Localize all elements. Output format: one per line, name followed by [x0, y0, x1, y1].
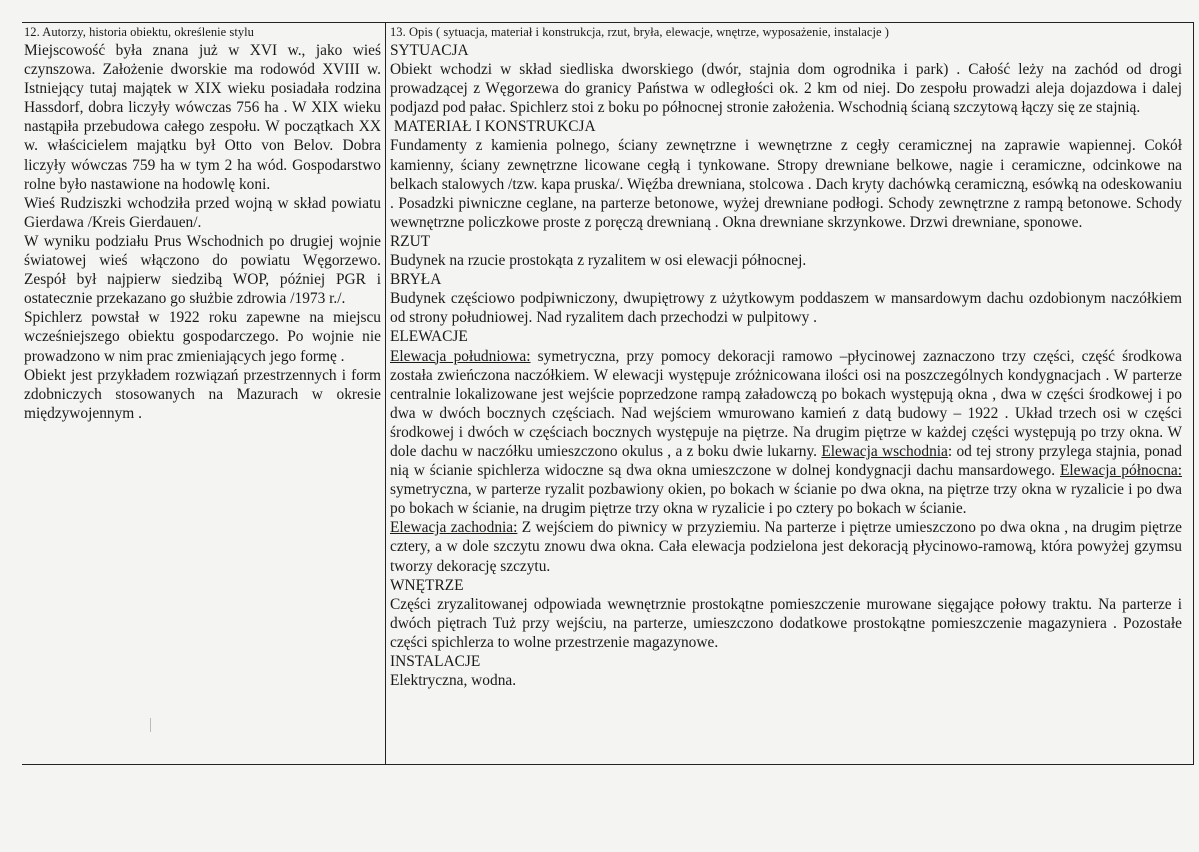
section-title-wnetrze: WNĘTRZE [390, 576, 464, 594]
scan-mark [150, 718, 151, 732]
column-divider [385, 22, 386, 765]
section-title-instalacje: INSTALACJE [390, 653, 481, 670]
section-title-material: MATERIAŁ I KONSTRUKCJA [390, 118, 596, 136]
section-text-bryla: Budynek częściowo podpiwniczony, dwupiętrowy z użytkowym poddaszem w mansardowym dachu ozdobionym naczółkiem od strony południowej. Nad ryzalitem dach przechodzi w pulpitowy . [390, 290, 1182, 327]
history-paragraph: Miejscowość była znana już w XVI w., jako wieś czynszowa. Założenie dworskie ma rodowód XVIII w. Istniejący tutaj majątek w XIX wieku posiadała rodzina Hassdorf, dobra liczyły wówczas 756 ha . W XIX wieku nastąpiła przebudowa całego zespołu. W początkach XX w. właścicielem majątku był Otto von Belov. Dobra liczyły wówczas 759 ha w tym 2 ha wód. Gospodarstwo rolne było nastawione na hodowlę koni. [24, 42, 381, 193]
section-title-elewacje: ELEWACJE [390, 328, 468, 346]
history-header: 12. Autorzy, historia obiektu, określenie stylu [24, 25, 254, 39]
history-paragraph: Wieś Rudziszki wchodziła przed wojną w skład powiatu Gierdawa /Kreis Gierdauen/. [24, 194, 381, 231]
description-column [390, 24, 1182, 690]
section-title-bryla: BRYŁA [390, 271, 442, 289]
history-column [24, 24, 381, 423]
section-title-rzut: RZUT [390, 232, 431, 250]
section-text-wnetrze: Części zryzalitowanej odpowiada wewnętrznie prostokątne pomieszczenie murowane sięgające połowy traktu. Na parterze i dwóch piętrach Tuż przy wejściu, na parterze, umieszczono dodatkowe prostokątne pomieszczenie magazyniera . Pozostałe części spichlerza to wolne przestrzenie magazynowe. [390, 595, 1182, 651]
section-text-sytuacja: Obiekt wchodzi w skład siedliska dworskiego (dwór, stajnia dom ogrodnika i park) . Całość leży na zachód od drogi prowadzącej z Węgorzewa do granicy Państwa w odległości ok. 2 km od niej. Do zespołu prowadzi aleja dojazdowa i dalej podjazd pod pałac. Spichlerz stoi z boku po północnej stronie założenia. Wschodnią ścianą szczytową łączy się ze stajnią. [390, 61, 1182, 117]
section-text-instalacje: Elektryczna, wodna. [390, 672, 517, 690]
history-paragraph: W wyniku podziału Prus Wschodnich po drugiej wojnie światowej wieś włączono do powiatu Węgorzewo. Zespół był najpierw siedzibą WOP, później PGR i ostatecznie przekazano go służbie zdrowia /1973 r./. [24, 232, 381, 308]
section-text-elewacje [390, 347, 1182, 576]
section-text-material: Fundamenty z kamienia polnego, ściany zewnętrzne i wewnętrzne z cegły ceramicznej na zaprawie wapiennej. Cokół kamienny, ściany zewnętrzne licowane cegłą i tynkowane. Stropy drewniane belkowe, nagie i ceramiczne, odcinkowe na belkach stalowych /tzw. kapa pruska/. Więźba drewniana, stolcowa . Dach kryty dachówką ceramiczną, esówką na odeskowaniu . Posadzki piwniczne ceglane, na parterze betonowe, wyżej drewniane podłogi. Schody zewnętrzne z rampą betonowe. Schody wewnętrzne policzkowe proste z poręczą drewnianą . Okna drewniane skrzynkowe. Drzwi drewniane, sponowe. [390, 137, 1182, 231]
section-title-sytuacja: SYTUACJA [390, 42, 469, 59]
elevation-east-text: : od tej strony przylega stajnia, ponad nią w ścianie spichlerza widoczne są dwa okna umieszczone w dolnej kondygnacji dachu mansardowego. [390, 442, 1182, 480]
history-paragraph: Spichlerz powstał w 1922 roku zapewne na miejscu wcześniejszego obiektu gospodarczego. Po wojnie nie prowadzono w nim prac zmieniających jego formę . [24, 309, 381, 365]
elevation-north-label: Elewacja północna: [1060, 462, 1182, 480]
history-paragraph: Obiekt jest przykładem rozwiązań przestrzennych i form zdobniczych stosowanych na Mazurach w okresie międzywojennym . [24, 366, 381, 422]
elevation-west-label: Elewacja zachodnia: [390, 519, 518, 537]
elevation-south-text: symetryczna, przy pomocy dekoracji ramowo –płycinowej zaznaczono trzy części, część środkowa została zwieńczona naczółkiem. W elewacji występuje zróżnicowana ilości osi na poszczególnych kondygnacjach . W parterze centralnie lokalizowane jest wejście poprzedzone rampą załadowczą po bokach występują okna , dwa w części środkowej i po dwa w dwóch bocznych częściach. Nad wejściem wmurowano kamień z datą budowy – 1922 . Układ trzech osi w części środkowej i dwóch w częściach bocznych występuje na piętrze. Na drugim piętrze w każdej części występują po trzy okna. W dole dachu w naczółku umieszczono okulus , a z boku dwie lukarny. [390, 347, 1183, 460]
description-header: 13. Opis ( sytuacja, materiał i konstrukcja, rzut, bryła, elewacje, wnętrze, wyposażenie, instalacje ) [390, 25, 890, 39]
elevation-west-text: Z wejściem do piwnicy w przyziemiu. Na parterze i piętrze umieszczono po dwa okna , na drugim piętrze cztery, a w dole szczytu znowu dwa okna. Cała elewacja podzielona jest dekoracją płycinowo-ramową, która powyżej gzymsu tworzy dekorację szczytu. [390, 519, 1182, 575]
elevation-north-text: symetryczna, w parterze ryzalit pozbawiony okien, po bokach w ścianie po dwa okna, na piętrze trzy okna w ryzalicie i po dwa po bokach w ścianie, na drugim piętrze trzy okna w ryzalicie i po cztery po bokach w ścianie. [390, 481, 1182, 518]
elevation-south-label: Elewacja południowa: [390, 347, 531, 365]
elevation-east-label: Elewacja wschodnia [821, 442, 948, 460]
section-text-rzut: Budynek na rzucie prostokąta z ryzalitem w osi elewacji północnej. [390, 252, 807, 270]
